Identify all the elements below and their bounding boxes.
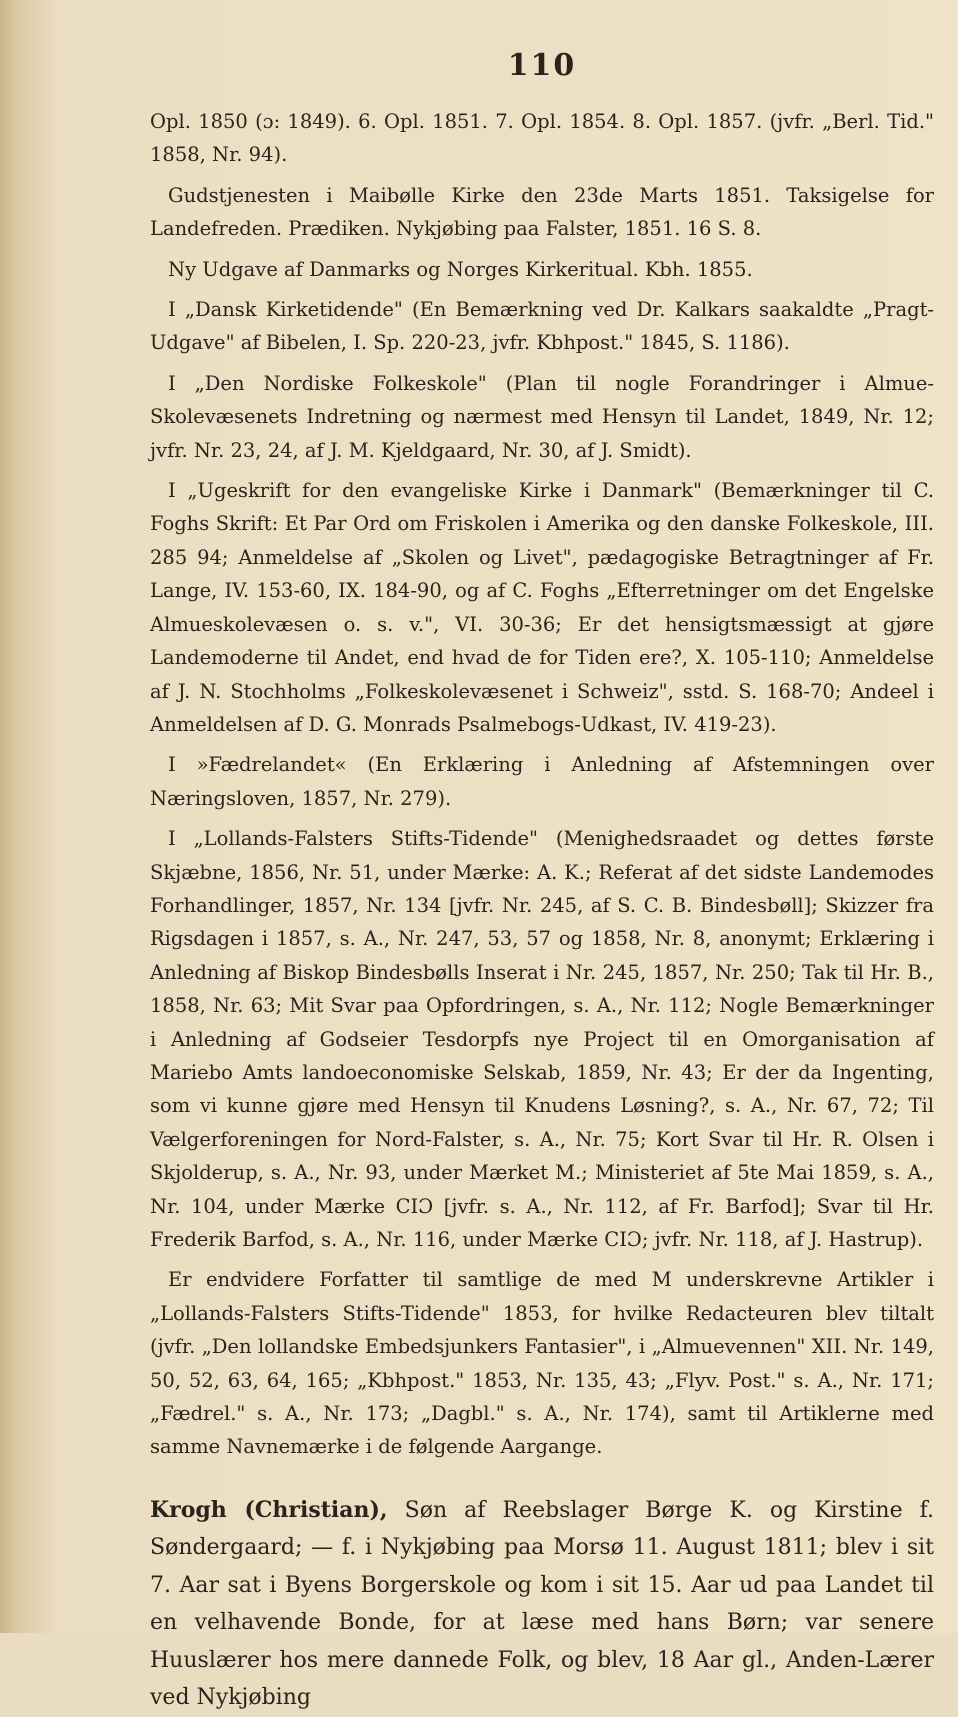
page-number: 110 xyxy=(507,48,577,83)
paragraph-kirkeritual: Ny Udgave af Danmarks og Norges Kirkeritual. Kbh. 1855. xyxy=(168,257,753,281)
person-name: Krogh (Christian), xyxy=(150,1496,388,1523)
biography-text: Søn af Reebslager Børge K. og Kirstine f. Søndergaard; — f. i Nykjøbing paa Morsø 11. August 1811; blev i sit 7. Aar sat i Byens Borgerskole og kom i sit 15. Aar ud paa Landet til en velhavende Bonde, for at læse med hans Børn; var senere Huuslærer hos mere dannede Folk, og blev, 18 Aar gl., Anden-Lærer ved Nykjøbing xyxy=(150,1497,934,1711)
paragraph-editions: Opl. 1850 (ɔ: 1849). 6. Opl. 1851. 7. Opl. 1854. 8. Opl. 1857. (jvfr. „Berl. Tid." 1858, Nr. 94). xyxy=(150,110,934,167)
paragraph-stiftstidende: I „Lollands-Falsters Stifts-Tidende" (Menighedsraadet og dettes første Skjæbne, 1856, Nr. 51, under Mærke: A. K.; Referat af det sidste Landemodes Forhandlinger, 1857, Nr. 134 [jvfr. Nr. 245, af S. C. B. Bindesbøll]; Skizzer fra Rigsdagen i 1857, s. A., Nr. 247, 53, 57 og 1858, Nr. 8, anonymt; Erklæring i Anledning af Biskop Bindesbølls Inserat i Nr. 245, 1857, Nr. 250; Tak til Hr. B., 1858, Nr. 63; Mit Svar paa Opfordringen, s. A., Nr. 112; Nogle Bemærkninger i Anledning af Godseier Tesdorpfs nye Project til en Omorganisation af Mariebo Amts landoeconomiske Selskab, 1859, Nr. 43; Er der da Ingenting, som vi kunne gjøre med Hensyn til Knudens Løsning?, s. A., Nr. 67, 72; Til Vælgerforeningen for Nord-Falster, s. A., Nr. 75; Kort Svar til Hr. R. Olsen i Skjolderup, s. A., Nr. 93, under Mærket M.; Ministeriet af 5te Mai 1859, s. A., Nr. 104, under Mærke CIƆ [jvfr. s. A., Nr. 112, af Fr. Barfod]; Svar til Hr. Frederik Barfod, s. A., Nr. 116, under Mærke CIƆ; jvfr. Nr. 118, af J. Hastrup). xyxy=(150,827,934,1251)
paragraph-folkeskole: I „Den Nordiske Folkeskole" (Plan til nogle Forandringer i Almue-Skolevæsenets Indretning og nærmest med Hensyn til Landet, 1849, Nr. 12; jvfr. Nr. 23, 24, af J. M. Kjeldgaard, Nr. 30, af J. Smidt). xyxy=(150,371,934,462)
paragraph-forfatter: Er endvidere Forfatter til samtlige de med M underskrevne Artikler i „Lollands-Falsters Stifts-Tidende" 1853, for hvilke Redacteuren blev tiltalt (jvfr. „Den lollandske Embedsjunkers Fantasier", i „Almuevennen" XII. Nr. 149, 50, 52, 63, 64, 165; „Kbhpost." 1853, Nr. 135, 43; „Flyv. Post." s. A., Nr. 171; „Fædrel." s. A., Nr. 173; „Dagbl." s. A., Nr. 174), samt til Artiklerne med samme Navnemærke i de følgende Aargange. xyxy=(150,1268,934,1459)
paragraph-faedrelandet: I »Fædrelandet« (En Erklæring i Anledning af Afstemningen over Næringsloven, 1857, Nr. 279). xyxy=(150,753,934,810)
paragraph-gudstjenesten: Gudstjenesten i Maibølle Kirke den 23de Marts 1851. Taksigelse for Landefreden. Prædiken. Nykjøbing paa Falster, 1851. 16 S. 8. xyxy=(150,183,934,241)
paragraph-kirketidende: I „Dansk Kirketidende" (En Bemærkning ved Dr. Kalkars saakaldte „Pragt-Udgave" af Bibelen, I. Sp. 220-23, jvfr. Kbhpost." 1845, S. 1186). xyxy=(150,298,934,355)
biography-entry xyxy=(150,1492,934,1717)
paragraph-ugeskrift: I „Ugeskrift for den evangeliske Kirke i Danmark" (Bemærkninger til C. Foghs Skrift: Et Par Ord om Friskolen i Amerika og den danske Folkeskole, III. 285 94; Anmeldelse af „Skolen og Livet", pædagogiske Betragtninger af Fr. Lange, IV. 153-60, IX. 184-90, og af C. Foghs „Efterretninger om det Engelske Almueskolevæsen o. s. v.", VI. 30-36; Er det hensigtsmæssigt at gjøre Landemoderne til Andet, end hvad de for Tiden ere?, X. 105-110; Anmeldelse af J. N. Stochholms „Folkeskolevæsenet i Schweiz", sstd. S. 168-70; Andeel i Anmeldelsen af D. G. Monrads Psalmebogs-Udkast, IV. 419-23). xyxy=(150,479,934,736)
